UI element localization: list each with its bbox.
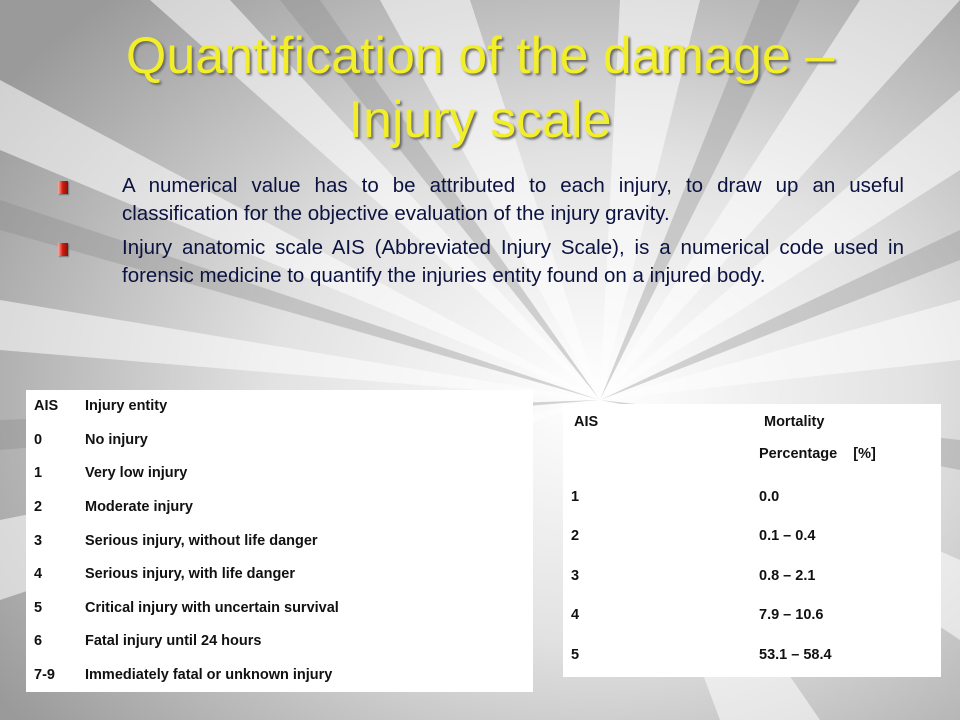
bullet-list [56,172,904,296]
ais-cell: 5 [571,647,580,663]
mortality-cell: 53.1 – 58.4 [759,647,832,663]
slide-title-line2: Injury scale [348,91,612,149]
entity-cell: Serious injury, without life danger [85,533,318,549]
ais-cell: 5 [34,600,43,616]
slide-title-line1: Quantification of the damage – [125,27,835,85]
ais-cell: 1 [34,465,43,481]
mortality-cell: 0.0 [759,489,780,505]
bullet-marker-icon [58,181,68,194]
entity-cell: Very low injury [85,465,188,481]
mortality-cell: 7.9 – 10.6 [759,607,824,623]
ais-cell: 4 [571,607,580,623]
bullet-text: Injury anatomic scale AIS (Abbreviated Injury Scale), is a numerical code used in forensic medicine to quantify the injuries entity found on a injured body. [122,236,904,287]
injury-scale-table [26,390,533,692]
ais-cell: 4 [34,566,43,582]
ais-cell: 3 [571,568,580,584]
slide-title [0,24,960,152]
ais-cell: 6 [34,633,43,649]
bullet-item [56,172,904,228]
header-ais: AIS [34,398,59,414]
entity-cell: Immediately fatal or unknown injury [85,667,333,683]
bullet-marker-icon [58,243,68,256]
ais-cell: 1 [571,489,580,505]
header-mortality: Mortality [764,414,825,430]
mortality-cell: 0.1 – 0.4 [759,528,816,544]
entity-cell: Critical injury with uncertain survival [85,600,339,616]
ais-cell: 7-9 [34,667,55,683]
entity-cell: Fatal injury until 24 hours [85,633,262,649]
header-ais: AIS [574,414,599,430]
entity-cell: Moderate injury [85,499,193,515]
entity-cell: Serious injury, with life danger [85,566,296,582]
mortality-cell: 0.8 – 2.1 [759,568,816,584]
mortality-table [563,404,941,677]
entity-cell: No injury [85,432,148,448]
bullet-item [56,234,904,290]
ais-cell: 3 [34,533,43,549]
header-percentage: Percentage [%] [759,446,876,462]
ais-cell: 2 [571,528,580,544]
ais-cell: 2 [34,499,43,515]
bullet-text: A numerical value has to be attributed to each injury, to draw up an useful classification for the objective evaluation of the injury gravity. [122,174,904,225]
ais-cell: 0 [34,432,43,448]
header-injury-entity: Injury entity [85,398,168,414]
